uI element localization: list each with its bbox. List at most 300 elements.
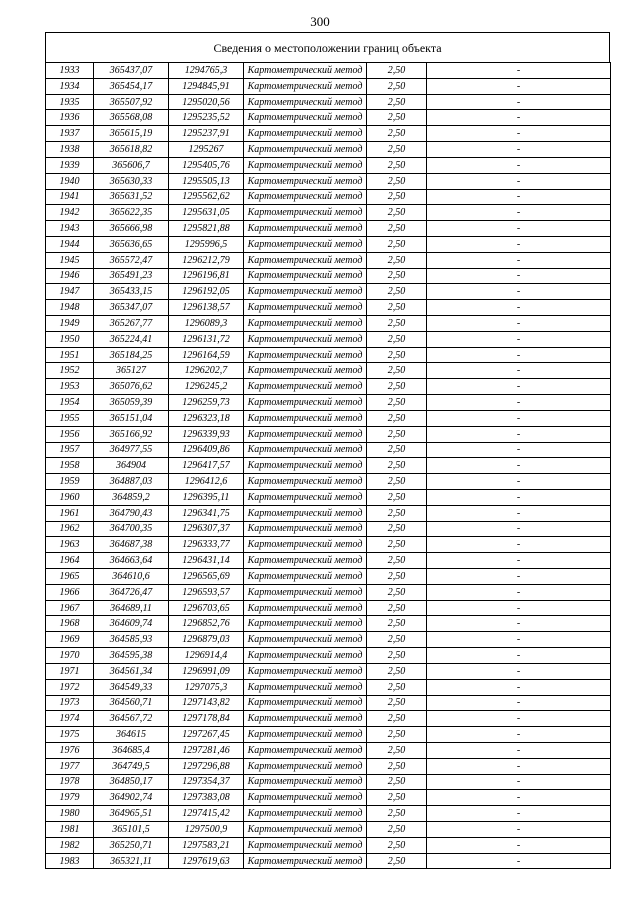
y-coordinate-cell: 1296164,59 xyxy=(169,347,244,363)
point-number-cell: 1966 xyxy=(46,584,94,600)
method-cell: Картометрический метод xyxy=(244,252,367,268)
accuracy-cell: 2,50 xyxy=(367,679,427,695)
point-number-cell: 1978 xyxy=(46,774,94,790)
y-coordinate-cell: 1296138,57 xyxy=(169,300,244,316)
description-cell: - xyxy=(427,379,611,395)
point-number-cell: 1943 xyxy=(46,221,94,237)
table-row xyxy=(46,205,611,221)
method-cell: Картометрический метод xyxy=(244,300,367,316)
table-row xyxy=(46,331,611,347)
table-row xyxy=(46,284,611,300)
accuracy-cell: 2,50 xyxy=(367,695,427,711)
accuracy-cell: 2,50 xyxy=(367,268,427,284)
y-coordinate-cell: 1295562,62 xyxy=(169,189,244,205)
table-row xyxy=(46,758,611,774)
point-number-cell: 1974 xyxy=(46,711,94,727)
point-number-cell: 1964 xyxy=(46,553,94,569)
method-cell: Картометрический метод xyxy=(244,426,367,442)
method-cell: Картометрический метод xyxy=(244,774,367,790)
accuracy-cell: 2,50 xyxy=(367,489,427,505)
description-cell: - xyxy=(427,790,611,806)
point-number-cell: 1933 xyxy=(46,63,94,79)
y-coordinate-cell: 1297075,3 xyxy=(169,679,244,695)
y-coordinate-cell: 1296417,57 xyxy=(169,458,244,474)
table-row xyxy=(46,379,611,395)
table-row xyxy=(46,442,611,458)
accuracy-cell: 2,50 xyxy=(367,363,427,379)
description-cell: - xyxy=(427,126,611,142)
accuracy-cell: 2,50 xyxy=(367,442,427,458)
table-row xyxy=(46,458,611,474)
method-cell: Картометрический метод xyxy=(244,553,367,569)
description-cell: - xyxy=(427,758,611,774)
y-coordinate-cell: 1297619,63 xyxy=(169,853,244,869)
point-number-cell: 1976 xyxy=(46,742,94,758)
description-cell: - xyxy=(427,742,611,758)
y-coordinate-cell: 1296341,75 xyxy=(169,505,244,521)
y-coordinate-cell: 1296991,09 xyxy=(169,663,244,679)
boundary-table-sheet xyxy=(45,32,610,869)
point-number-cell: 1938 xyxy=(46,142,94,158)
accuracy-cell: 2,50 xyxy=(367,521,427,537)
accuracy-cell: 2,50 xyxy=(367,426,427,442)
description-cell: - xyxy=(427,173,611,189)
description-cell: - xyxy=(427,632,611,648)
x-coordinate-cell: 364609,74 xyxy=(94,616,169,632)
y-coordinate-cell: 1296307,37 xyxy=(169,521,244,537)
accuracy-cell: 2,50 xyxy=(367,379,427,395)
method-cell: Картометрический метод xyxy=(244,679,367,695)
y-coordinate-cell: 1296879,03 xyxy=(169,632,244,648)
accuracy-cell: 2,50 xyxy=(367,316,427,332)
method-cell: Картометрический метод xyxy=(244,110,367,126)
accuracy-cell: 2,50 xyxy=(367,63,427,79)
x-coordinate-cell: 365568,08 xyxy=(94,110,169,126)
accuracy-cell: 2,50 xyxy=(367,727,427,743)
point-number-cell: 1968 xyxy=(46,616,94,632)
description-cell: - xyxy=(427,727,611,743)
x-coordinate-cell: 364595,38 xyxy=(94,648,169,664)
x-coordinate-cell: 365184,25 xyxy=(94,347,169,363)
table-row xyxy=(46,505,611,521)
description-cell: - xyxy=(427,426,611,442)
table-row xyxy=(46,553,611,569)
table-row xyxy=(46,584,611,600)
x-coordinate-cell: 365507,92 xyxy=(94,94,169,110)
accuracy-cell: 2,50 xyxy=(367,300,427,316)
table-row xyxy=(46,489,611,505)
point-number-cell: 1967 xyxy=(46,600,94,616)
accuracy-cell: 2,50 xyxy=(367,505,427,521)
x-coordinate-cell: 365622,35 xyxy=(94,205,169,221)
method-cell: Картометрический метод xyxy=(244,711,367,727)
description-cell: - xyxy=(427,142,611,158)
point-number-cell: 1952 xyxy=(46,363,94,379)
method-cell: Картометрический метод xyxy=(244,205,367,221)
accuracy-cell: 2,50 xyxy=(367,632,427,648)
point-number-cell: 1957 xyxy=(46,442,94,458)
table-title: Сведения о местоположении границ объекта xyxy=(45,32,610,62)
accuracy-cell: 2,50 xyxy=(367,837,427,853)
accuracy-cell: 2,50 xyxy=(367,347,427,363)
x-coordinate-cell: 364610,6 xyxy=(94,569,169,585)
y-coordinate-cell: 1296323,18 xyxy=(169,410,244,426)
point-number-cell: 1949 xyxy=(46,316,94,332)
y-coordinate-cell: 1297500,9 xyxy=(169,822,244,838)
method-cell: Картометрический метод xyxy=(244,505,367,521)
point-number-cell: 1946 xyxy=(46,268,94,284)
method-cell: Картометрический метод xyxy=(244,727,367,743)
description-cell: - xyxy=(427,679,611,695)
accuracy-cell: 2,50 xyxy=(367,711,427,727)
description-cell: - xyxy=(427,458,611,474)
method-cell: Картометрический метод xyxy=(244,142,367,158)
method-cell: Картометрический метод xyxy=(244,331,367,347)
y-coordinate-cell: 1296914,4 xyxy=(169,648,244,664)
table-row xyxy=(46,822,611,838)
description-cell: - xyxy=(427,284,611,300)
method-cell: Картометрический метод xyxy=(244,537,367,553)
y-coordinate-cell: 1297281,46 xyxy=(169,742,244,758)
method-cell: Картометрический метод xyxy=(244,221,367,237)
method-cell: Картометрический метод xyxy=(244,126,367,142)
point-number-cell: 1963 xyxy=(46,537,94,553)
description-cell: - xyxy=(427,616,611,632)
point-number-cell: 1945 xyxy=(46,252,94,268)
x-coordinate-cell: 365666,98 xyxy=(94,221,169,237)
y-coordinate-cell: 1296593,57 xyxy=(169,584,244,600)
method-cell: Картометрический метод xyxy=(244,268,367,284)
method-cell: Картометрический метод xyxy=(244,521,367,537)
point-number-cell: 1972 xyxy=(46,679,94,695)
description-cell: - xyxy=(427,347,611,363)
y-coordinate-cell: 1296259,73 xyxy=(169,395,244,411)
accuracy-cell: 2,50 xyxy=(367,189,427,205)
point-number-cell: 1958 xyxy=(46,458,94,474)
x-coordinate-cell: 365224,41 xyxy=(94,331,169,347)
method-cell: Картометрический метод xyxy=(244,157,367,173)
method-cell: Картометрический метод xyxy=(244,379,367,395)
x-coordinate-cell: 364560,71 xyxy=(94,695,169,711)
x-coordinate-cell: 365437,07 xyxy=(94,63,169,79)
description-cell: - xyxy=(427,489,611,505)
method-cell: Картометрический метод xyxy=(244,63,367,79)
x-coordinate-cell: 365127 xyxy=(94,363,169,379)
y-coordinate-cell: 1297415,42 xyxy=(169,806,244,822)
table-row xyxy=(46,347,611,363)
method-cell: Картометрический метод xyxy=(244,363,367,379)
y-coordinate-cell: 1296339,93 xyxy=(169,426,244,442)
description-cell: - xyxy=(427,252,611,268)
table-row xyxy=(46,679,611,695)
y-coordinate-cell: 1295020,56 xyxy=(169,94,244,110)
x-coordinate-cell: 364790,43 xyxy=(94,505,169,521)
table-row xyxy=(46,410,611,426)
x-coordinate-cell: 365166,92 xyxy=(94,426,169,442)
table-row xyxy=(46,648,611,664)
description-cell: - xyxy=(427,553,611,569)
table-row xyxy=(46,600,611,616)
x-coordinate-cell: 364549,33 xyxy=(94,679,169,695)
accuracy-cell: 2,50 xyxy=(367,395,427,411)
description-cell: - xyxy=(427,648,611,664)
point-number-cell: 1959 xyxy=(46,474,94,490)
accuracy-cell: 2,50 xyxy=(367,853,427,869)
table-row xyxy=(46,711,611,727)
description-cell: - xyxy=(427,205,611,221)
point-number-cell: 1939 xyxy=(46,157,94,173)
y-coordinate-cell: 1296412,6 xyxy=(169,474,244,490)
x-coordinate-cell: 364687,38 xyxy=(94,537,169,553)
description-cell: - xyxy=(427,521,611,537)
x-coordinate-cell: 365101,5 xyxy=(94,822,169,838)
y-coordinate-cell: 1296333,77 xyxy=(169,537,244,553)
accuracy-cell: 2,50 xyxy=(367,236,427,252)
point-number-cell: 1982 xyxy=(46,837,94,853)
point-number-cell: 1961 xyxy=(46,505,94,521)
x-coordinate-cell: 365151,04 xyxy=(94,410,169,426)
description-cell: - xyxy=(427,63,611,79)
accuracy-cell: 2,50 xyxy=(367,94,427,110)
description-cell: - xyxy=(427,774,611,790)
point-number-cell: 1937 xyxy=(46,126,94,142)
accuracy-cell: 2,50 xyxy=(367,553,427,569)
accuracy-cell: 2,50 xyxy=(367,284,427,300)
y-coordinate-cell: 1295235,52 xyxy=(169,110,244,126)
table-row xyxy=(46,363,611,379)
accuracy-cell: 2,50 xyxy=(367,663,427,679)
y-coordinate-cell: 1297583,21 xyxy=(169,837,244,853)
table-row xyxy=(46,126,611,142)
x-coordinate-cell: 364965,51 xyxy=(94,806,169,822)
table-row xyxy=(46,616,611,632)
point-number-cell: 1979 xyxy=(46,790,94,806)
description-cell: - xyxy=(427,300,611,316)
point-number-cell: 1960 xyxy=(46,489,94,505)
method-cell: Картометрический метод xyxy=(244,790,367,806)
point-number-cell: 1934 xyxy=(46,78,94,94)
y-coordinate-cell: 1294845,91 xyxy=(169,78,244,94)
description-cell: - xyxy=(427,505,611,521)
method-cell: Картометрический метод xyxy=(244,758,367,774)
point-number-cell: 1969 xyxy=(46,632,94,648)
table-row xyxy=(46,474,611,490)
accuracy-cell: 2,50 xyxy=(367,142,427,158)
accuracy-cell: 2,50 xyxy=(367,742,427,758)
method-cell: Картометрический метод xyxy=(244,742,367,758)
description-cell: - xyxy=(427,410,611,426)
x-coordinate-cell: 364902,74 xyxy=(94,790,169,806)
y-coordinate-cell: 1296245,2 xyxy=(169,379,244,395)
accuracy-cell: 2,50 xyxy=(367,758,427,774)
table-row xyxy=(46,316,611,332)
accuracy-cell: 2,50 xyxy=(367,78,427,94)
method-cell: Картометрический метод xyxy=(244,410,367,426)
description-cell: - xyxy=(427,236,611,252)
x-coordinate-cell: 364615 xyxy=(94,727,169,743)
y-coordinate-cell: 1296703,65 xyxy=(169,600,244,616)
page-number: 300 xyxy=(310,14,330,29)
table-row xyxy=(46,426,611,442)
accuracy-cell: 2,50 xyxy=(367,616,427,632)
method-cell: Картометрический метод xyxy=(244,458,367,474)
table-row xyxy=(46,569,611,585)
table-row xyxy=(46,395,611,411)
table-row xyxy=(46,63,611,79)
x-coordinate-cell: 365491,23 xyxy=(94,268,169,284)
y-coordinate-cell: 1297267,45 xyxy=(169,727,244,743)
x-coordinate-cell: 364585,93 xyxy=(94,632,169,648)
accuracy-cell: 2,50 xyxy=(367,600,427,616)
table-row xyxy=(46,537,611,553)
boundary-coordinates-table xyxy=(45,62,611,869)
y-coordinate-cell: 1296409,86 xyxy=(169,442,244,458)
method-cell: Картометрический метод xyxy=(244,442,367,458)
x-coordinate-cell: 365630,33 xyxy=(94,173,169,189)
description-cell: - xyxy=(427,569,611,585)
x-coordinate-cell: 364850,17 xyxy=(94,774,169,790)
description-cell: - xyxy=(427,363,611,379)
point-number-cell: 1981 xyxy=(46,822,94,838)
method-cell: Картометрический метод xyxy=(244,616,367,632)
y-coordinate-cell: 1296202,7 xyxy=(169,363,244,379)
y-coordinate-cell: 1295631,05 xyxy=(169,205,244,221)
method-cell: Картометрический метод xyxy=(244,236,367,252)
method-cell: Картометрический метод xyxy=(244,837,367,853)
point-number-cell: 1953 xyxy=(46,379,94,395)
method-cell: Картометрический метод xyxy=(244,395,367,411)
table-row xyxy=(46,110,611,126)
table-body xyxy=(46,63,611,869)
method-cell: Картометрический метод xyxy=(244,822,367,838)
x-coordinate-cell: 364663,64 xyxy=(94,553,169,569)
y-coordinate-cell: 1297143,82 xyxy=(169,695,244,711)
y-coordinate-cell: 1296395,11 xyxy=(169,489,244,505)
method-cell: Картометрический метод xyxy=(244,489,367,505)
description-cell: - xyxy=(427,837,611,853)
x-coordinate-cell: 365615,19 xyxy=(94,126,169,142)
x-coordinate-cell: 365347,07 xyxy=(94,300,169,316)
y-coordinate-cell: 1297296,88 xyxy=(169,758,244,774)
table-row xyxy=(46,189,611,205)
accuracy-cell: 2,50 xyxy=(367,458,427,474)
accuracy-cell: 2,50 xyxy=(367,790,427,806)
accuracy-cell: 2,50 xyxy=(367,537,427,553)
accuracy-cell: 2,50 xyxy=(367,110,427,126)
method-cell: Картометрический метод xyxy=(244,806,367,822)
method-cell: Картометрический метод xyxy=(244,189,367,205)
point-number-cell: 1942 xyxy=(46,205,94,221)
table-row xyxy=(46,853,611,869)
table-row xyxy=(46,790,611,806)
method-cell: Картометрический метод xyxy=(244,284,367,300)
x-coordinate-cell: 365618,82 xyxy=(94,142,169,158)
point-number-cell: 1970 xyxy=(46,648,94,664)
y-coordinate-cell: 1296196,81 xyxy=(169,268,244,284)
point-number-cell: 1954 xyxy=(46,395,94,411)
accuracy-cell: 2,50 xyxy=(367,410,427,426)
description-cell: - xyxy=(427,268,611,284)
method-cell: Картометрический метод xyxy=(244,173,367,189)
table-row xyxy=(46,268,611,284)
table-row xyxy=(46,742,611,758)
description-cell: - xyxy=(427,600,611,616)
y-coordinate-cell: 1296131,72 xyxy=(169,331,244,347)
method-cell: Картометрический метод xyxy=(244,600,367,616)
method-cell: Картометрический метод xyxy=(244,78,367,94)
x-coordinate-cell: 365606,7 xyxy=(94,157,169,173)
method-cell: Картометрический метод xyxy=(244,347,367,363)
method-cell: Картометрический метод xyxy=(244,474,367,490)
point-number-cell: 1971 xyxy=(46,663,94,679)
x-coordinate-cell: 364567,72 xyxy=(94,711,169,727)
description-cell: - xyxy=(427,474,611,490)
point-number-cell: 1951 xyxy=(46,347,94,363)
accuracy-cell: 2,50 xyxy=(367,774,427,790)
method-cell: Картометрический метод xyxy=(244,569,367,585)
table-row xyxy=(46,806,611,822)
x-coordinate-cell: 364749,5 xyxy=(94,758,169,774)
x-coordinate-cell: 364887,03 xyxy=(94,474,169,490)
table-row xyxy=(46,774,611,790)
point-number-cell: 1947 xyxy=(46,284,94,300)
point-number-cell: 1950 xyxy=(46,331,94,347)
table-row xyxy=(46,78,611,94)
table-row xyxy=(46,837,611,853)
point-number-cell: 1944 xyxy=(46,236,94,252)
table-row xyxy=(46,521,611,537)
point-number-cell: 1965 xyxy=(46,569,94,585)
method-cell: Картометрический метод xyxy=(244,94,367,110)
method-cell: Картометрический метод xyxy=(244,695,367,711)
table-row xyxy=(46,663,611,679)
table-row xyxy=(46,727,611,743)
description-cell: - xyxy=(427,442,611,458)
x-coordinate-cell: 364859,2 xyxy=(94,489,169,505)
y-coordinate-cell: 1296565,69 xyxy=(169,569,244,585)
y-coordinate-cell: 1295237,91 xyxy=(169,126,244,142)
y-coordinate-cell: 1295405,76 xyxy=(169,157,244,173)
x-coordinate-cell: 365572,47 xyxy=(94,252,169,268)
point-number-cell: 1973 xyxy=(46,695,94,711)
description-cell: - xyxy=(427,78,611,94)
point-number-cell: 1955 xyxy=(46,410,94,426)
y-coordinate-cell: 1296852,76 xyxy=(169,616,244,632)
y-coordinate-cell: 1295267 xyxy=(169,142,244,158)
accuracy-cell: 2,50 xyxy=(367,126,427,142)
x-coordinate-cell: 365454,17 xyxy=(94,78,169,94)
point-number-cell: 1980 xyxy=(46,806,94,822)
y-coordinate-cell: 1294765,3 xyxy=(169,63,244,79)
method-cell: Картометрический метод xyxy=(244,584,367,600)
description-cell: - xyxy=(427,221,611,237)
accuracy-cell: 2,50 xyxy=(367,648,427,664)
point-number-cell: 1977 xyxy=(46,758,94,774)
accuracy-cell: 2,50 xyxy=(367,806,427,822)
table-row xyxy=(46,173,611,189)
x-coordinate-cell: 364700,35 xyxy=(94,521,169,537)
table-row xyxy=(46,252,611,268)
point-number-cell: 1948 xyxy=(46,300,94,316)
accuracy-cell: 2,50 xyxy=(367,173,427,189)
accuracy-cell: 2,50 xyxy=(367,569,427,585)
y-coordinate-cell: 1295821,88 xyxy=(169,221,244,237)
description-cell: - xyxy=(427,806,611,822)
y-coordinate-cell: 1297354,37 xyxy=(169,774,244,790)
accuracy-cell: 2,50 xyxy=(367,205,427,221)
accuracy-cell: 2,50 xyxy=(367,474,427,490)
accuracy-cell: 2,50 xyxy=(367,822,427,838)
